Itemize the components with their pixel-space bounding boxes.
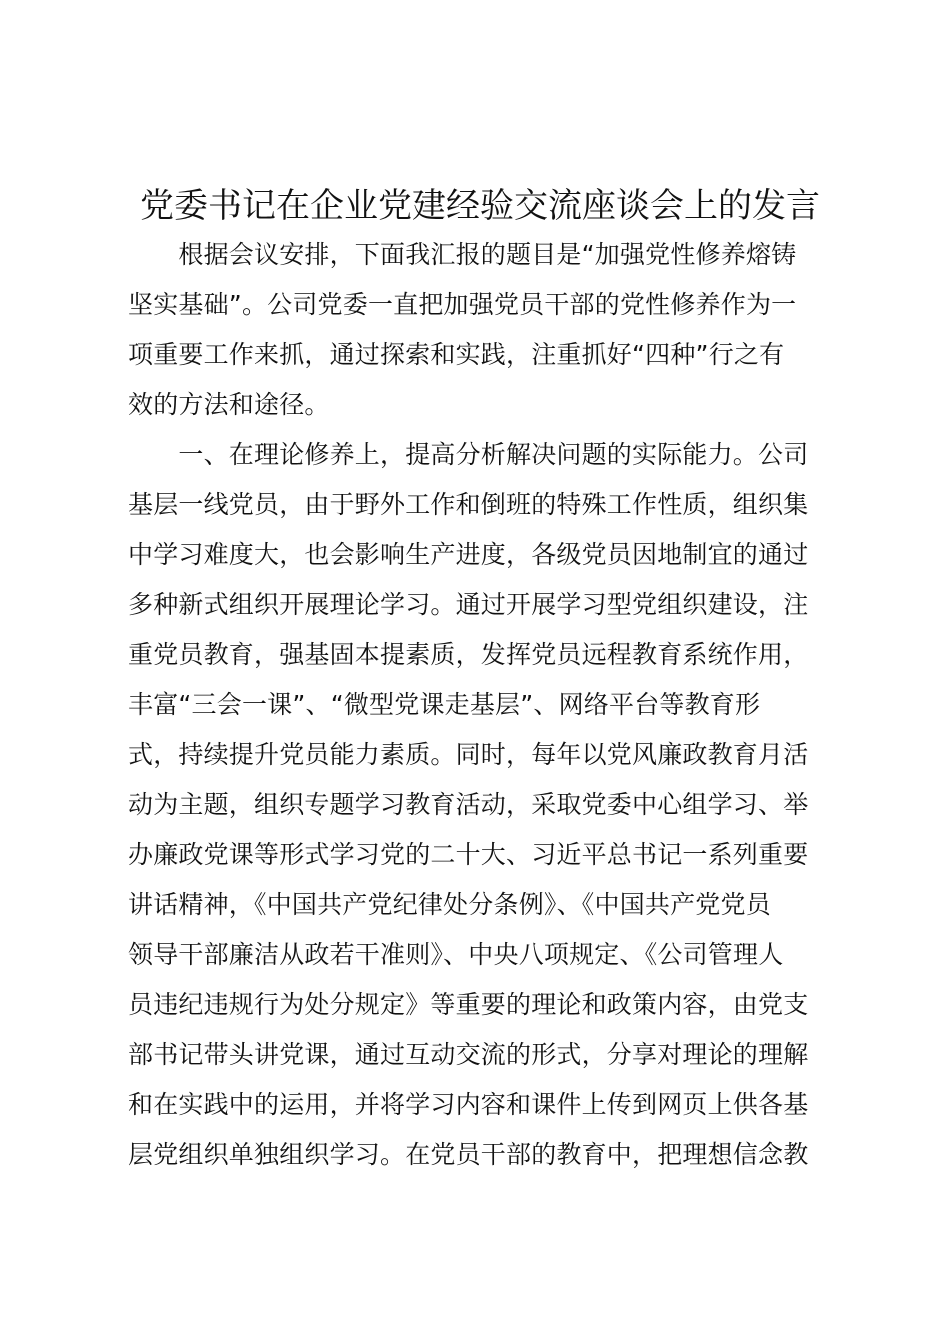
paragraph-line: 和在实践中的运用，并将学习内容和课件上传到网页上供各基 (128, 1090, 809, 1119)
paragraph-line: 项重要工作来抓，通过探索和实践，注重抓好“四种”行之有 (128, 340, 785, 369)
paragraph-line: 中学习难度大，也会影响生产进度，各级党员因地制宜的通过 (128, 540, 809, 569)
paragraph-line: 动为主题，组织专题学习教育活动，采取党委中心组学习、举 (128, 790, 809, 819)
paragraph-intro (128, 230, 832, 430)
document-title: 党委书记在企业党建经验交流座谈会上的发言 (140, 186, 820, 226)
paragraph-line: 根据会议安排，下面我汇报的题目是“加强党性修养熔铸 (128, 240, 797, 269)
paragraph-line: 重党员教育，强基固本提素质，发挥党员远程教育系统作用， (128, 640, 809, 669)
paragraph-line: 领导干部廉洁从政若干准则》、中央八项规定、《公司管理人 (128, 940, 784, 969)
paragraph-line: 讲话精神，《中国共产党纪律处分条例》、《中国共产党党员 (128, 890, 771, 919)
paragraph-line: 一、在理论修养上，提高分析解决问题的实际能力。公司 (128, 440, 809, 469)
paragraph-line: 丰富“三会一课”、“微型党课走基层”、网络平台等教育形 (128, 690, 761, 719)
paragraph-section-one (128, 430, 832, 1180)
paragraph-line: 多种新式组织开展理论学习。通过开展学习型党组织建设，注 (128, 590, 809, 619)
paragraph-line: 基层一线党员，由于野外工作和倒班的特殊工作性质，组织集 (128, 490, 809, 519)
paragraph-line: 坚实基础”。公司党委一直把加强党员干部的党性修养作为一 (128, 290, 797, 319)
paragraph-line: 式，持续提升党员能力素质。同时，每年以党风廉政教育月活 (128, 740, 809, 769)
paragraph-line: 办廉政党课等形式学习党的二十大、习近平总书记一系列重要 (128, 840, 809, 869)
paragraph-line: 员违纪违规行为处分规定》等重要的理论和政策内容，由党支 (128, 990, 809, 1019)
paragraph-line: 部书记带头讲党课，通过互动交流的形式，分享对理论的理解 (128, 1040, 809, 1069)
paragraph-line: 层党组织单独组织学习。在党员干部的教育中，把理想信念教 (128, 1140, 809, 1169)
paragraph-line: 效的方法和途径。 (128, 390, 330, 419)
